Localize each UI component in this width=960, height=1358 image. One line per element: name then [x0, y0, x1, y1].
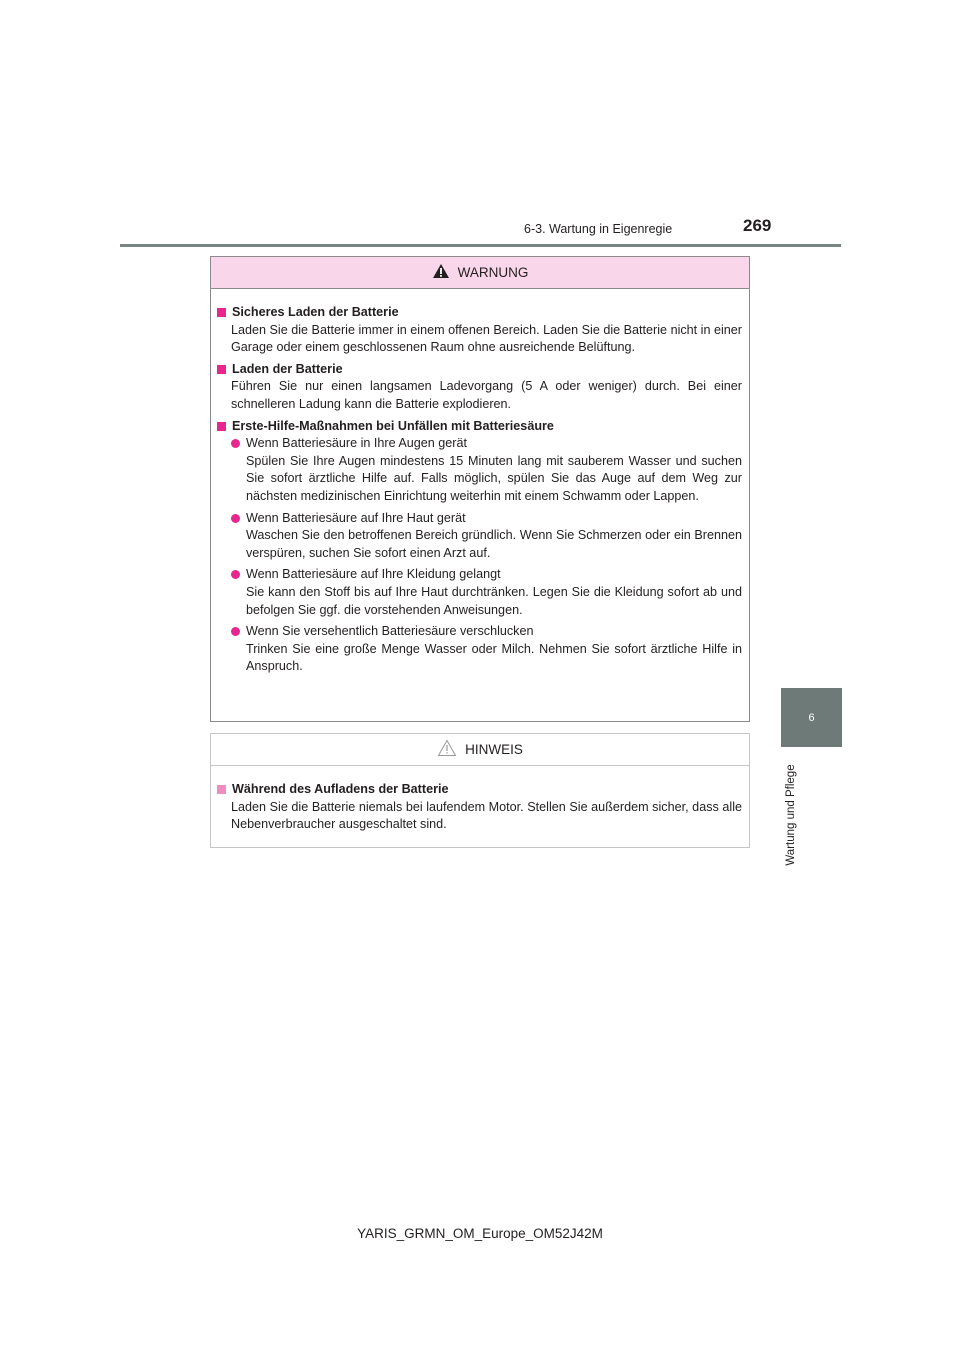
warning-header: [211, 257, 749, 289]
notice-body: [211, 766, 749, 834]
notice-triangle-icon: [437, 739, 457, 760]
section-title: 6-3. Wartung in Eigenregie: [524, 222, 673, 236]
notice-box: [210, 733, 750, 848]
notice-title: HINWEIS: [465, 742, 523, 757]
square-bullet-icon: [217, 785, 226, 794]
subitem-text: Spülen Sie Ihre Augen mindestens 15 Minuten lang mit sauberem Wasser und suchen Sie sofort ärztliche Hilfe auf. Falls möglich, spülen Sie das Auge auf dem Weg zur nächsten medizinischen Einrichtung weiterhin mit einem Schwamm oder Lappen.: [246, 453, 742, 503]
warning-item-text: Führen Sie nur einen langsamen Ladevorgang (5 A oder weniger) durch. Bei einer schnelleren Ladung kann die Batterie explodieren.: [231, 379, 742, 411]
warning-item-heading: Laden der Batterie: [217, 361, 742, 379]
warning-item-text: Laden Sie die Batterie immer in einem offenen Bereich. Laden Sie die Batterie nicht in einer Garage oder einem geschlossenen Raum ohne ausreichende Belüftung.: [231, 322, 742, 355]
subitem-text: Waschen Sie den betroffenen Bereich gründlich. Wenn Sie Schmerzen oder ein Brennen verspüren, suchen Sie sofort einen Arzt auf.: [246, 528, 742, 560]
square-bullet-icon: [217, 308, 226, 317]
subitem-text: Sie kann den Stoff bis auf Ihre Haut durchtränken. Legen Sie die Kleidung sofort ab und befolgen Sie ggf. die vorstehenden Anweisungen.: [246, 584, 742, 617]
square-bullet-icon: [217, 422, 226, 431]
round-bullet-icon: [231, 514, 240, 523]
header-rule: [120, 244, 841, 247]
warning-item-heading: Sicheres Laden der Batterie: [217, 304, 742, 322]
first-aid-subitem: [217, 623, 742, 676]
first-aid-subitem: [217, 510, 742, 563]
subitem-text: Trinken Sie eine große Menge Wasser oder Milch. Nehmen Sie sofort ärztliche Hilfe in Anspruch.: [246, 641, 742, 674]
subitem-title: Wenn Sie versehentlich Batteriesäure verschlucken: [246, 624, 534, 639]
subitem-title: Wenn Batteriesäure auf Ihre Kleidung gelangt: [246, 567, 501, 582]
notice-item-text: Laden Sie die Batterie niemals bei laufendem Motor. Stellen Sie außerdem sicher, dass alle Nebenverbraucher ausgeschaltet sind.: [231, 799, 742, 832]
warning-triangle-icon: [432, 263, 450, 282]
first-aid-subitem: [217, 566, 742, 619]
first-aid-subitem: [217, 435, 742, 505]
round-bullet-icon: [231, 570, 240, 579]
notice-header: [211, 734, 749, 766]
round-bullet-icon: [231, 627, 240, 636]
warning-item-heading: Erste-Hilfe-Maßnahmen bei Unfällen mit Batteriesäure: [217, 418, 742, 436]
warning-box: [210, 256, 750, 722]
chapter-tab: [781, 688, 842, 747]
square-bullet-icon: [217, 365, 226, 374]
subitem-title: Wenn Batteriesäure in Ihre Augen gerät: [246, 436, 467, 451]
chapter-number: 6: [808, 711, 815, 724]
document-id: YARIS_GRMN_OM_Europe_OM52J42M: [357, 1226, 603, 1241]
round-bullet-icon: [231, 439, 240, 448]
warning-body: [211, 289, 749, 676]
subitem-title: Wenn Batteriesäure auf Ihre Haut gerät: [246, 510, 466, 525]
chapter-title: Wartung und Pflege: [785, 764, 797, 866]
notice-item-heading: Während des Aufladens der Batterie: [217, 781, 742, 799]
warning-title: WARNUNG: [457, 265, 529, 280]
page-number: 269: [743, 216, 772, 235]
